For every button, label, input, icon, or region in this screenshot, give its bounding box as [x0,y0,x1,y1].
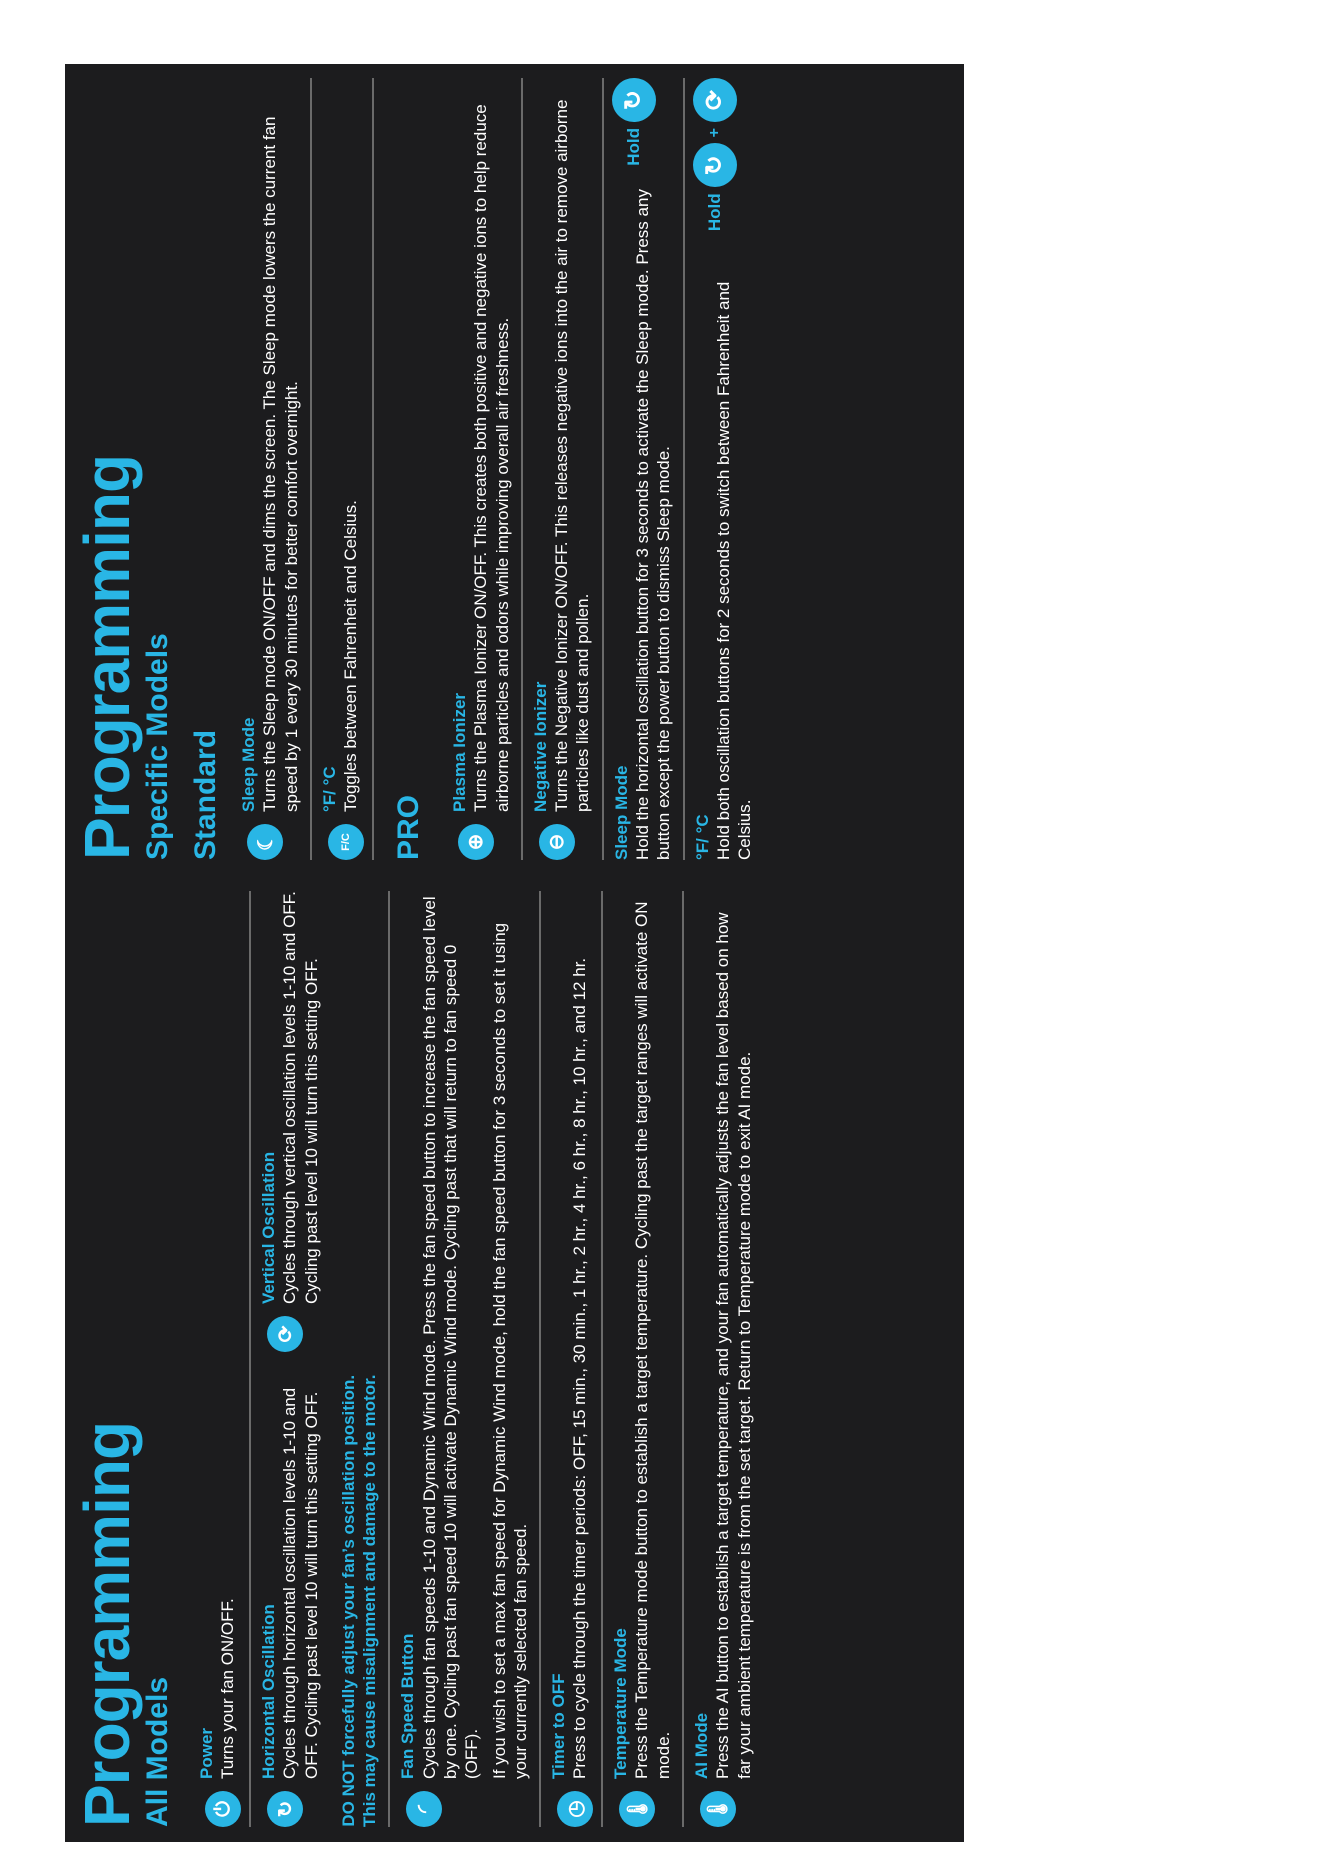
horizontal-oscillation-icon: ↻ [693,143,737,187]
plasma-ionizer-desc: Turns the Plasma Ionizer ON/OFF. This creates both positive and negative ions to help reduce airborne particles and odors while improving overall air freshness. [471,104,512,812]
fan-speed-desc-1: Cycles through fan speeds 1-10 and Dynamic Wind mode. Press the fan speed button to increase the fan speed level by one. Cycling past fan speed 10 will activate Dynamic Wind mode. Cycling past that will return to fan speed 0 (OFF). [419,896,482,1779]
plus-sign: + [705,128,723,138]
warning-line-1: DO NOT forcefully adjust your fan’s oscillation position. [338,1374,358,1827]
vertical-oscillation-label: Vertical Oscillation [259,1151,278,1304]
power-icon: ⏻ [205,1791,241,1827]
fc-label: °F/ °C [319,766,339,812]
fan-speed-item [388,891,539,1827]
hold-label: Hold [704,193,724,232]
fahrenheit-celsius-icon: F/C [328,824,364,860]
ai-desc: Press the AI button to establish a target temperature, and your fan automatically adjusts the fan level based on how far your ambient temperature is from the set target. Return to Temperature mode to exit AI mode. [713,912,754,1779]
fc-hold-row [683,78,764,860]
horizontal-oscillation-item [259,1366,322,1827]
temperature-desc: Press the Temperature mode button to establish a target temperature. Cycling past the target ranges will activate ON mode. [632,901,673,1779]
pro-heading-row [372,78,442,860]
horizontal-oscillation-icon: ↻ [612,78,656,122]
ai-thermometer-icon: 🌡 [700,1791,736,1827]
vertical-oscillation-icon: ⟳ [267,1316,303,1352]
power-desc: Turns your fan ON/OFF. [218,1598,238,1779]
specific-models-panel [65,64,964,876]
plasma-ionizer-label: Plasma Ionizer [449,692,469,812]
fan-speed-icon: ◜ [406,1791,442,1827]
sleep-mode-desc: Turns the Sleep mode ON/OFF and dims the screen. The Sleep mode lowers the current fan speed by 1 every 30 minutes for better comfort overnight. [260,116,301,812]
page-title: Programming [71,1421,143,1827]
ai-item [682,891,763,1827]
negative-ion-icon: ⊖ [539,824,575,860]
moon-icon: ☾ [247,824,283,860]
vertical-oscillation-item [259,891,322,1352]
sleep-hold-graphic [612,78,656,166]
fan-speed-label: Fan Speed Button [398,1633,418,1779]
all-models-panel [65,876,964,1842]
fc-hold-graphic [693,78,737,231]
power-label: Power [197,1727,216,1779]
power-item [189,891,249,1827]
vertical-oscillation-icon: ⟳ [693,78,737,122]
ai-label: AI Mode [691,1712,711,1779]
timer-icon: ◷ [557,1791,593,1827]
horizontal-oscillation-icon: ↻ [267,1791,303,1827]
negative-ionizer-item [521,78,602,860]
plasma-ion-icon: ⊕ [458,824,494,860]
horizontal-oscillation-label: Horizontal Oscillation [259,1604,278,1779]
standard-heading: Standard [189,729,222,860]
warning-line-2: This may cause misalignment and damage to the motor. [360,1374,380,1827]
timer-item [539,891,601,1827]
page-title: Programming [71,454,143,860]
temperature-label: Temperature Mode [611,1628,631,1779]
fc-item [310,78,372,860]
sleep-hold-label: Sleep Mode [611,765,631,860]
horizontal-oscillation-desc: Cycles through horizontal oscillation levels 1-10 and OFF. Cycling past level 10 will turn this setting OFF. [280,1387,321,1779]
sleep-hold-row [602,78,683,860]
fc-desc: Toggles between Fahrenheit and Celsius. [341,500,361,812]
fan-speed-desc-2: If you wish to set a max fan speed for Dynamic Wind mode, hold the fan speed button for 3 seconds to set it using your currently selected fan speed. [489,922,530,1779]
sleep-hold-desc: Hold the horizontal oscillation button for 3 seconds to activate the Sleep mode. Press any button except the power button to dismiss Sleep mode. [633,189,674,860]
specific-models-content [71,78,955,860]
negative-ionizer-desc: Turns the Negative Ionizer ON/OFF. This releases negative ions into the air to remove airborne particles like dust and pollen. [552,99,593,812]
sleep-mode-item [231,78,310,860]
all-models-content [71,891,955,1827]
timer-label: Timer to OFF [549,1673,569,1779]
plasma-ionizer-item [442,78,521,860]
fc-hold-desc: Hold both oscillation buttons for 2 seconds to switch between Fahrenheit and Celsius. [713,281,755,860]
vertical-oscillation-desc: Cycles through vertical oscillation levels 1-10 and OFF. Cycling past level 10 will turn this setting OFF. [280,891,321,1304]
negative-ionizer-label: Negative Ionizer [530,681,550,812]
hold-label: Hold [623,128,643,166]
thermometer-icon: 🌡 [619,1791,655,1827]
fc-hold-label: °F/ °C [692,814,712,860]
timer-desc: Press to cycle through the timer periods: OFF, 15 min., 30 min., 1 hr., 2 hr., 4 hr., 6 hr., 8 hr., 10 hr., and 12 hr. [570,957,590,1779]
page-subtitle: All Models [141,1676,174,1827]
oscillation-section [249,891,388,1827]
temperature-item [601,891,682,1827]
oscillation-warning [338,1374,381,1827]
pro-heading: PRO [391,794,425,860]
sleep-mode-label: Sleep Mode [239,717,258,812]
page-subtitle: Specific Models [141,633,174,860]
